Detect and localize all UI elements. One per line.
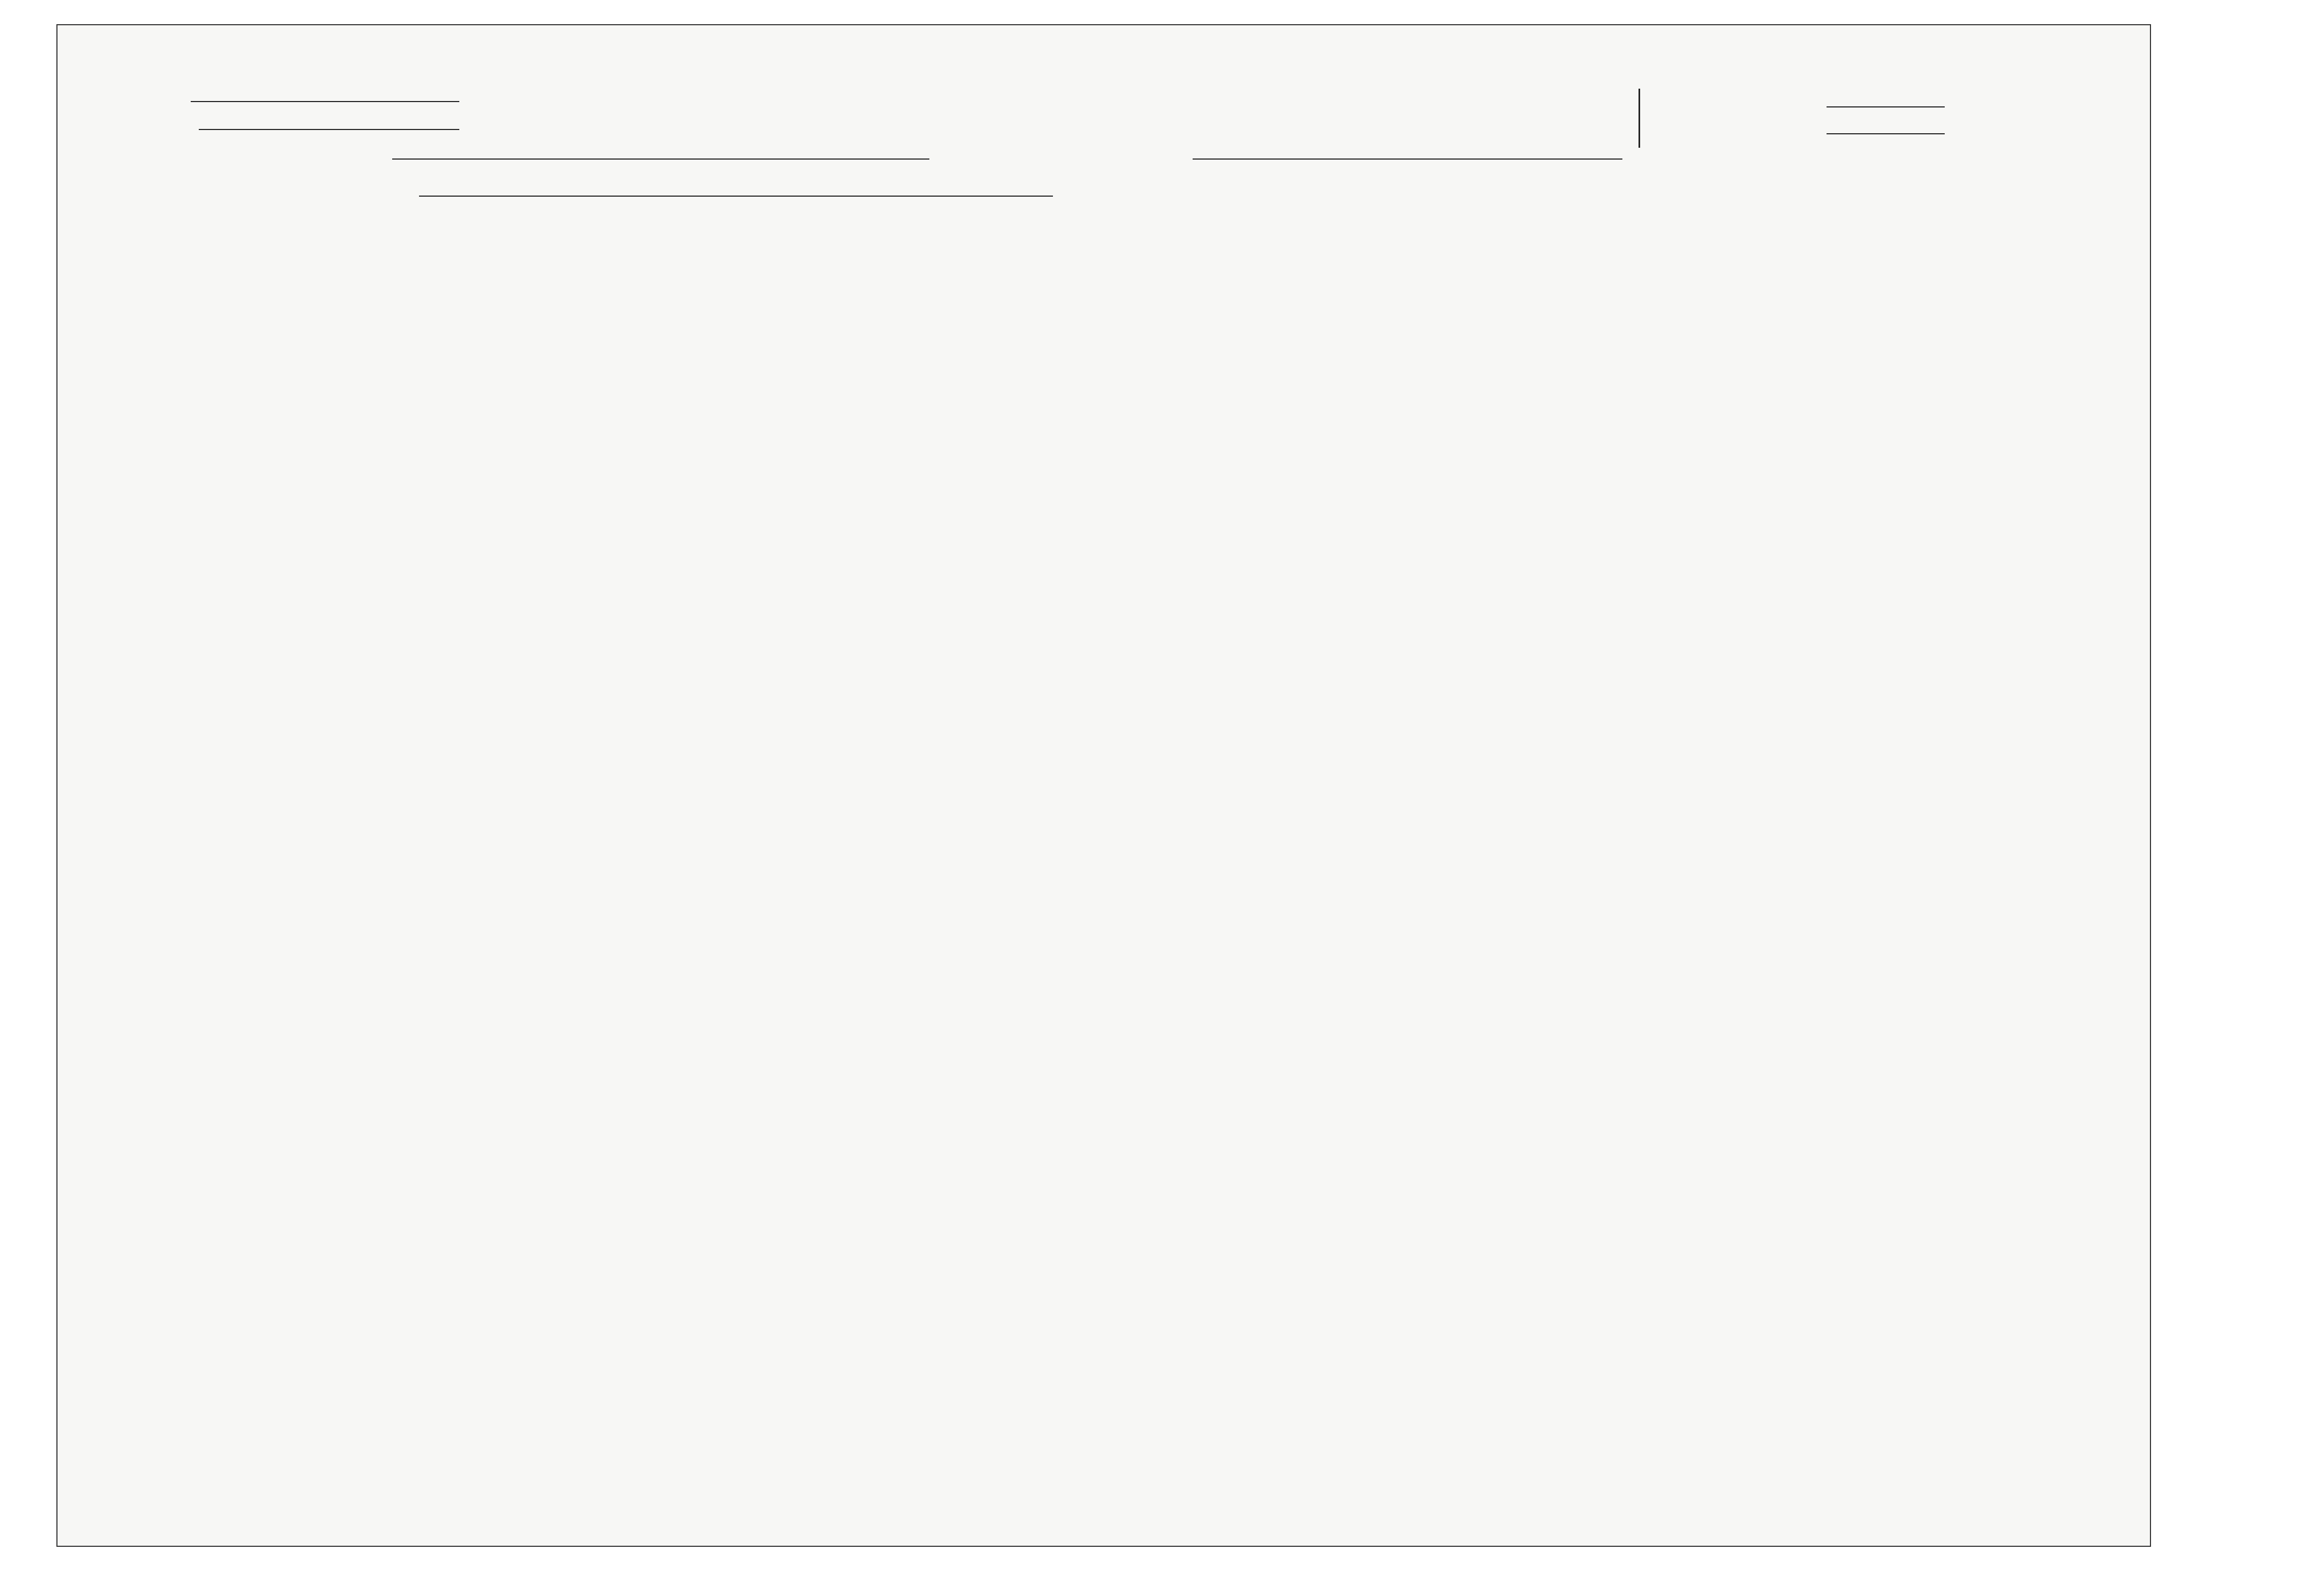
supervisor-line	[1827, 106, 1945, 107]
census-table	[139, 212, 2212, 1555]
township-line	[392, 158, 929, 160]
state-line	[191, 101, 459, 102]
scan-margin	[0, 0, 56, 1571]
county-line	[199, 129, 459, 130]
district-box	[1639, 89, 1946, 148]
place-line	[1193, 158, 1622, 160]
institution-line	[419, 196, 1053, 197]
enumeration-line	[1827, 133, 1945, 134]
